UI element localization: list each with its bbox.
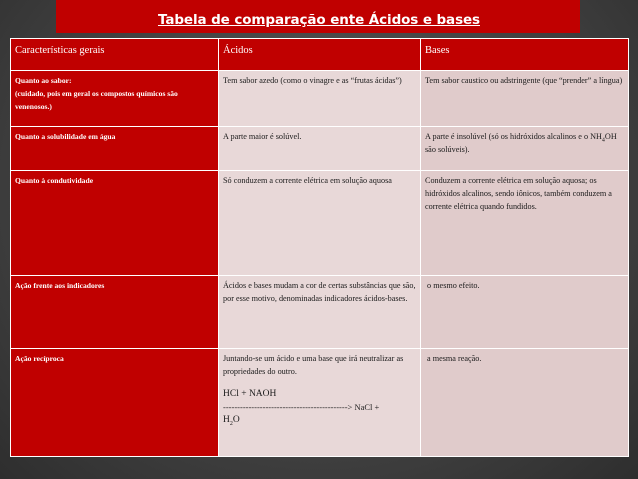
cell-bases: Conduzem a corrente elétrica em solução aquosa; os hidróxidos alcalinos, sendo iônicos, também conduzem a corrente elétrica quando fundidos. bbox=[421, 171, 629, 276]
cell-acidos-text: Juntando-se um ácido e uma base que irá neutralizar as propriedades do outro. bbox=[223, 354, 404, 376]
cell-acidos: Só conduzem a corrente elétrica em solução aquosa bbox=[219, 171, 421, 276]
header-bases: Bases bbox=[421, 39, 629, 71]
cell-bases-text: o mesmo efeito. bbox=[427, 281, 480, 290]
cell-bases bbox=[421, 349, 629, 457]
cell-acidos: Ácidos e bases mudam a cor de certas substâncias que são, por esse motivo, denominadas indicadores ácidos-bases. bbox=[219, 276, 421, 349]
table-header-row bbox=[11, 39, 629, 71]
row-label: Ação recíproca bbox=[11, 349, 219, 457]
row-label: Quanto a solubilidade em água bbox=[11, 127, 219, 171]
product-h: H bbox=[223, 415, 230, 425]
reaction-reactants: HCl + NAOH bbox=[223, 389, 277, 399]
product-o: O bbox=[232, 415, 240, 425]
header-caracteristicas: Características gerais bbox=[11, 39, 219, 71]
table-row bbox=[11, 171, 629, 276]
subscript: 2 bbox=[229, 420, 233, 427]
table-row bbox=[11, 71, 629, 127]
cell-bases bbox=[421, 127, 629, 171]
cell-bases-text: A parte é insolúvel (só os hidróxidos alcalinos e o NH bbox=[425, 132, 602, 141]
table-row bbox=[11, 349, 629, 457]
row-label: Ação frente aos indicadores bbox=[11, 276, 219, 349]
row-label: Quanto à condutividade bbox=[11, 171, 219, 276]
row-label-note: (cuidado, pois em geral os compostos químicos são venenosos.) bbox=[15, 89, 178, 111]
reaction-arrow: --------------------------------------------> NaCl + bbox=[223, 402, 380, 412]
comparison-table bbox=[10, 38, 629, 457]
header-acidos: Ácidos bbox=[219, 39, 421, 71]
cell-bases bbox=[421, 276, 629, 349]
cell-bases-text: a mesma reação. bbox=[427, 354, 482, 363]
table-row bbox=[11, 276, 629, 349]
reaction-product bbox=[223, 414, 416, 427]
page-title: Tabela de comparação ente Ácidos e bases bbox=[157, 12, 480, 28]
table-row bbox=[11, 127, 629, 171]
cell-bases: Tem sabor caustico ou adstringente (que “prender” a língua) bbox=[421, 71, 629, 127]
subscript: 4 bbox=[601, 137, 605, 144]
cell-acidos bbox=[219, 349, 421, 457]
cell-acidos: Tem sabor azedo (como o vinagre e as “frutas ácidas”) bbox=[219, 71, 421, 127]
cell-bases-text-end: OH são solúveis). bbox=[425, 132, 617, 154]
cell-acidos: A parte maior é solúvel. bbox=[219, 127, 421, 171]
row-label bbox=[11, 71, 219, 127]
row-label-title: Quanto ao sabor: bbox=[15, 76, 72, 85]
